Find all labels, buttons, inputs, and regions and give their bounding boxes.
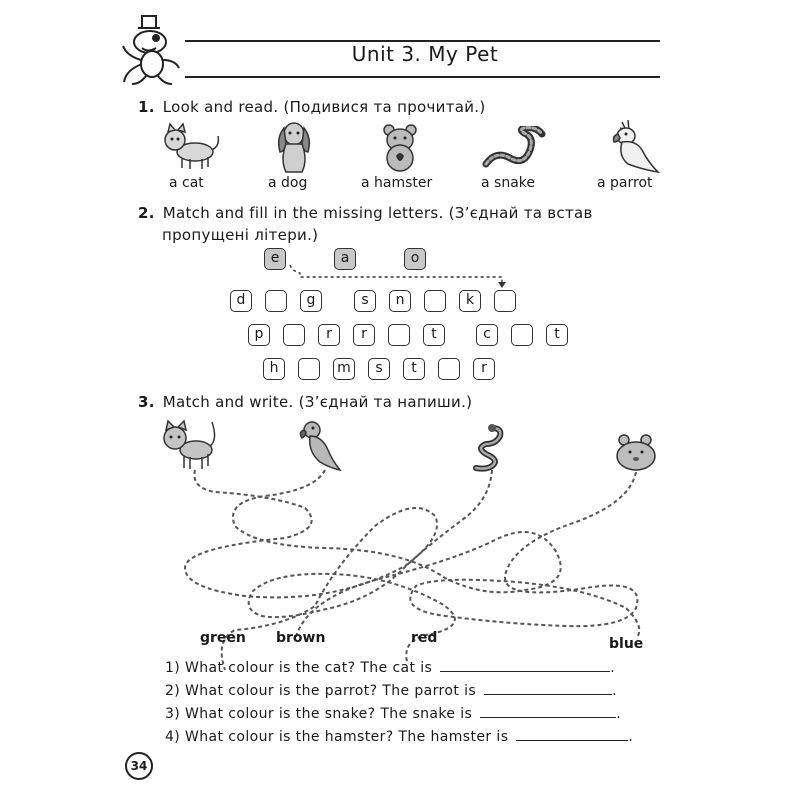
question-1-text: 1) What colour is the cat? The cat is: [165, 660, 433, 676]
task1-item-dog: a dog: [268, 175, 308, 191]
letter-box: c: [476, 324, 498, 346]
page-title: Unit 3. My Pet: [351, 42, 499, 66]
task1-item-snake: a snake: [481, 175, 535, 191]
letter-box: k: [459, 290, 481, 312]
letter-box: g: [300, 290, 322, 312]
letter-box: d: [230, 290, 252, 312]
letter-box: t: [403, 358, 425, 380]
task3-number: 3.: [138, 393, 155, 411]
letter-box: t: [546, 324, 568, 346]
question-3-text: 3) What colour is the snake? The snake is: [165, 706, 473, 722]
letter-box: s: [354, 290, 376, 312]
letter-box: r: [318, 324, 340, 346]
answer-line-1[interactable]: [440, 661, 610, 672]
letter-box: h: [263, 358, 285, 380]
letter-box: t: [423, 324, 445, 346]
question-2: 2) What colour is the parrot? The parrot is .: [165, 683, 617, 699]
task2-number: 2.: [138, 204, 155, 222]
question-2-text: 2) What colour is the parrot? The parrot is: [165, 683, 477, 699]
task1-item-cat: a cat: [169, 175, 204, 191]
question-4-text: 4) What colour is the hamster? The hamster is: [165, 729, 509, 745]
answer-line-2[interactable]: [484, 684, 612, 695]
letter-box: r: [473, 358, 495, 380]
answer-line-3[interactable]: [480, 707, 616, 718]
color-brown: brown: [276, 630, 326, 646]
task1-item-parrot: a parrot: [597, 175, 653, 191]
task1-number: 1.: [138, 98, 155, 116]
letter-box: s: [368, 358, 390, 380]
task1-instruction: Look and read. (Подивися та прочитай.): [162, 98, 486, 116]
color-red: red: [411, 630, 438, 646]
letter-box: m: [333, 358, 355, 380]
vowel-box-o[interactable]: o: [404, 248, 426, 270]
letter-box: p: [248, 324, 270, 346]
question-3: 3) What colour is the snake? The snake is .: [165, 706, 622, 722]
task3-instruction: Match and write. (З’єднай та напиши.): [162, 393, 473, 411]
letter-box: r: [353, 324, 375, 346]
color-green: green: [200, 630, 246, 646]
vowel-box-e[interactable]: e: [264, 248, 286, 270]
color-blue: blue: [609, 636, 644, 652]
vowel-box-a[interactable]: a: [334, 248, 356, 270]
answer-line-4[interactable]: [516, 730, 628, 741]
letter-box: n: [389, 290, 411, 312]
question-1: 1) What colour is the cat? The cat is .: [165, 660, 616, 676]
task2-instruction-line1: Match and fill in the missing letters. (З’єднай та встав: [162, 204, 593, 222]
task1-item-hamster: a hamster: [361, 175, 433, 191]
page-number: 34: [125, 752, 153, 780]
task2-instruction-line2: пропущені літери.): [162, 226, 319, 244]
question-4: 4) What colour is the hamster? The hamster is .: [165, 729, 634, 745]
